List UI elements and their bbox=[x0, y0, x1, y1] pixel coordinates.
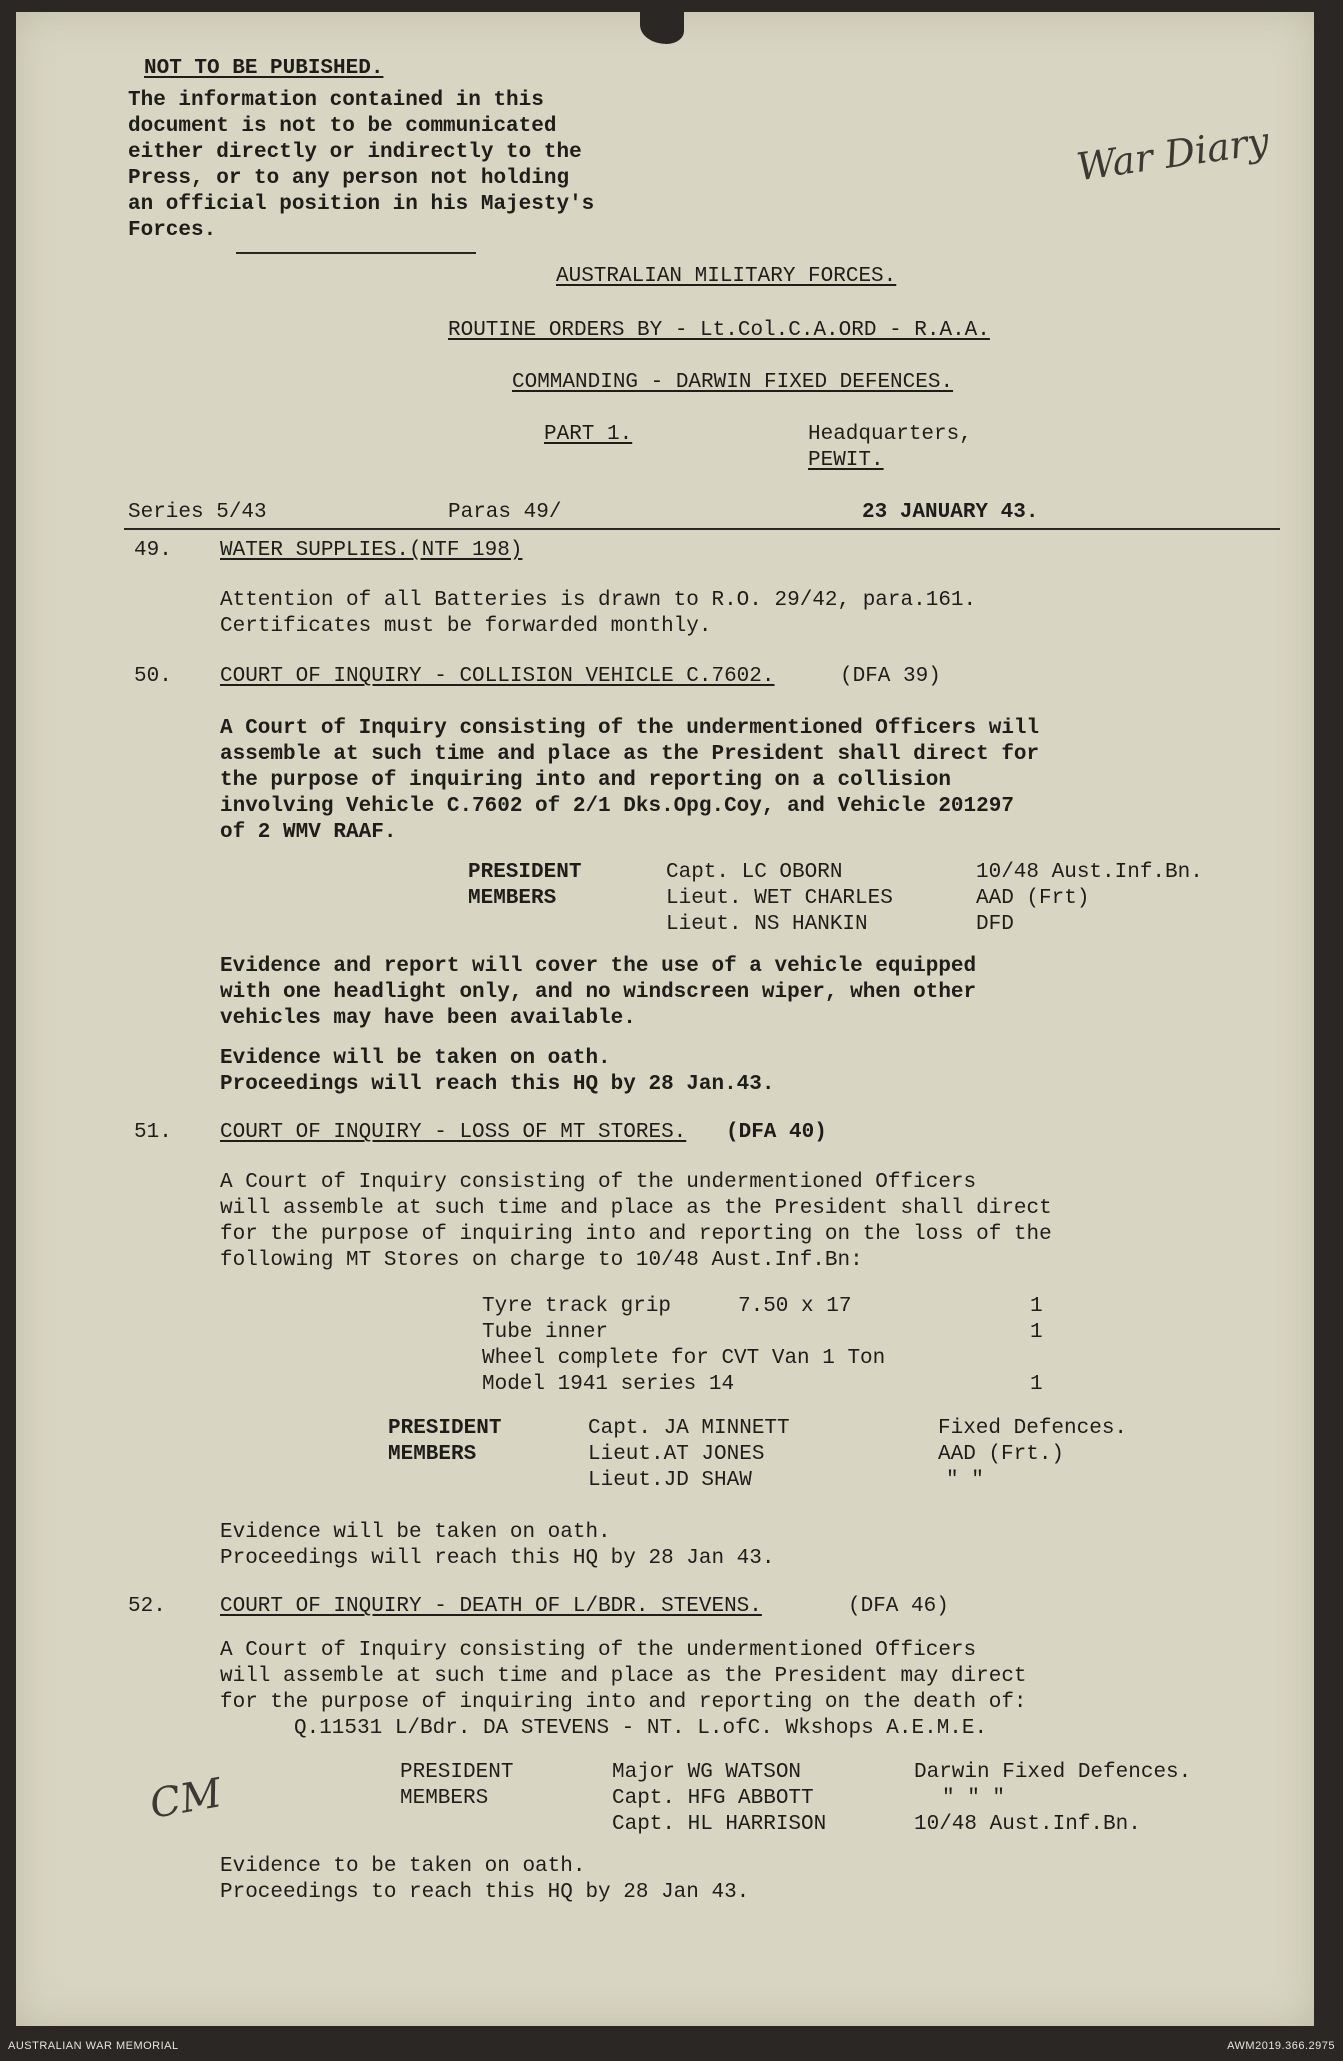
role-president: PRESIDENT bbox=[388, 1417, 502, 1440]
handwritten-annotation: War Diary bbox=[1073, 118, 1272, 190]
store-qty: 1 bbox=[1030, 1295, 1043, 1318]
officer-unit: Fixed Defences. bbox=[938, 1417, 1128, 1440]
officer-name: Lieut.AT JONES bbox=[588, 1443, 765, 1466]
para-title: COURT OF INQUIRY - COLLISION VEHICLE C.7602. bbox=[220, 665, 775, 688]
para-title: WATER SUPPLIES.(NTF 198) bbox=[220, 539, 523, 562]
role-president: PRESIDENT bbox=[468, 861, 582, 884]
officer-name: Lieut.JD SHAW bbox=[588, 1469, 752, 1492]
officer-unit: Darwin Fixed Defences. bbox=[914, 1761, 1192, 1784]
officer-unit: " " " bbox=[942, 1787, 1006, 1810]
para-text: A Court of Inquiry consisting of the undermentioned Officers bbox=[220, 1171, 977, 1194]
para-title: COURT OF INQUIRY - DEATH OF L/BDR. STEVENS. bbox=[220, 1595, 762, 1618]
officer-unit: AAD (Frt.) bbox=[938, 1443, 1065, 1466]
store-item: Wheel complete for CVT Van 1 Ton bbox=[482, 1347, 886, 1370]
officer-name: Capt. HL HARRISON bbox=[612, 1813, 827, 1836]
officer-name: Lieut. NS HANKIN bbox=[666, 913, 868, 936]
series-label: Series 5/43 bbox=[128, 501, 267, 524]
para-text: Proceedings to reach this HQ by 28 Jan 43. bbox=[220, 1881, 750, 1904]
para-text: Evidence will be taken on oath. bbox=[220, 1047, 611, 1070]
role-members: MEMBERS bbox=[468, 887, 557, 910]
para-text: Evidence will be taken on oath. bbox=[220, 1521, 611, 1544]
paras-label: Paras 49/ bbox=[448, 501, 562, 524]
officer-name: Capt. LC OBORN bbox=[666, 861, 843, 884]
divider bbox=[236, 252, 476, 254]
para-text: A Court of Inquiry consisting of the undermentioned Officers will bbox=[220, 717, 1040, 740]
officer-unit: 10/48 Aust.Inf.Bn. bbox=[914, 1813, 1141, 1836]
store-item: Tube inner bbox=[482, 1321, 609, 1344]
para-text: for the purpose of inquiring into and reporting on the loss of the bbox=[220, 1223, 1052, 1246]
para-text: for the purpose of inquiring into and reporting on the death of: bbox=[220, 1691, 1027, 1714]
para-text: Proceedings will reach this HQ by 28 Jan 43. bbox=[220, 1547, 775, 1570]
order-date: 23 JANUARY 43. bbox=[862, 501, 1039, 524]
part-label: PART 1. bbox=[544, 423, 633, 446]
role-president: PRESIDENT bbox=[400, 1761, 514, 1784]
inquiry-subject: Q.11531 L/Bdr. DA STEVENS - NT. L.ofC. Wkshops A.E.M.E. bbox=[294, 1717, 988, 1740]
para-text: will assemble at such time and place as the President shall direct bbox=[220, 1197, 1052, 1220]
para-text: involving Vehicle C.7602 of 2/1 Dks.Opg.Coy, and Vehicle 201297 bbox=[220, 795, 1014, 818]
restriction-line: an official position in his Majesty's bbox=[128, 193, 595, 216]
para-number: 50. bbox=[134, 665, 172, 688]
hq-line: Headquarters, bbox=[808, 423, 972, 446]
para-text: vehicles may have been available. bbox=[220, 1007, 636, 1030]
para-text: Evidence to be taken on oath. bbox=[220, 1855, 586, 1878]
hq-location: PEWIT. bbox=[808, 449, 884, 472]
document-page bbox=[16, 12, 1314, 2026]
para-text: A Court of Inquiry consisting of the undermentioned Officers bbox=[220, 1639, 977, 1662]
footer-archive: AUSTRALIAN WAR MEMORIAL bbox=[8, 2040, 179, 2052]
para-ref: (DFA 46) bbox=[848, 1595, 949, 1618]
handwritten-initials: CM bbox=[146, 1770, 226, 1828]
org-title: AUSTRALIAN MILITARY FORCES. bbox=[556, 265, 897, 288]
para-text: assemble at such time and place as the President shall direct for bbox=[220, 743, 1040, 766]
para-text: will assemble at such time and place as the President may direct bbox=[220, 1665, 1027, 1688]
para-text: the purpose of inquiring into and reporting on a collision bbox=[220, 769, 951, 792]
officer-unit: AAD (Frt) bbox=[976, 887, 1090, 910]
officer-name: Major WG WATSON bbox=[612, 1761, 802, 1784]
officer-name: Capt. HFG ABBOTT bbox=[612, 1787, 814, 1810]
para-text: Attention of all Batteries is drawn to R.O. 29/42, para.161. bbox=[220, 589, 977, 612]
divider bbox=[124, 528, 1280, 530]
store-item: Model 1941 series 14 bbox=[482, 1373, 735, 1396]
officer-unit: DFD bbox=[976, 913, 1014, 936]
orders-by: ROUTINE ORDERS BY - Lt.Col.C.A.ORD - R.A.A. bbox=[448, 319, 990, 342]
para-text: following MT Stores on charge to 10/48 Aust.Inf.Bn: bbox=[220, 1249, 863, 1272]
footer-accession: AWM2019.366.2975 bbox=[1227, 2040, 1335, 2052]
para-text: Evidence and report will cover the use of a vehicle equipped bbox=[220, 955, 977, 978]
para-text: with one headlight only, and no windscreen wiper, when other bbox=[220, 981, 977, 1004]
store-qty: 1 bbox=[1030, 1321, 1043, 1344]
officer-name: Capt. JA MINNETT bbox=[588, 1417, 790, 1440]
commanding: COMMANDING - DARWIN FIXED DEFENCES. bbox=[512, 371, 954, 394]
restriction-line: Forces. bbox=[128, 219, 217, 242]
store-size: 7.50 x 17 bbox=[738, 1295, 852, 1318]
para-text: Proceedings will reach this HQ by 28 Jan.43. bbox=[220, 1073, 775, 1096]
store-qty: 1 bbox=[1030, 1373, 1043, 1396]
para-number: 51. bbox=[134, 1121, 172, 1144]
restriction-line: The information contained in this bbox=[128, 89, 544, 112]
role-members: MEMBERS bbox=[388, 1443, 477, 1466]
restriction-line: document is not to be communicated bbox=[128, 115, 557, 138]
restriction-title: NOT TO BE PUBISHED. bbox=[144, 57, 384, 80]
para-text: of 2 WMV RAAF. bbox=[220, 821, 397, 844]
role-members: MEMBERS bbox=[400, 1787, 489, 1810]
officer-unit: 10/48 Aust.Inf.Bn. bbox=[976, 861, 1203, 884]
para-ref: (DFA 39) bbox=[840, 665, 941, 688]
restriction-line: either directly or indirectly to the bbox=[128, 141, 582, 164]
store-item: Tyre track grip bbox=[482, 1295, 672, 1318]
para-number: 49. bbox=[134, 539, 172, 562]
para-text: Certificates must be forwarded monthly. bbox=[220, 615, 712, 638]
archive-footer bbox=[0, 2036, 1343, 2061]
para-title: COURT OF INQUIRY - LOSS OF MT STORES. bbox=[220, 1121, 687, 1144]
restriction-line: Press, or to any person not holding bbox=[128, 167, 570, 190]
officer-name: Lieut. WET CHARLES bbox=[666, 887, 893, 910]
para-number: 52. bbox=[128, 1595, 166, 1618]
officer-unit: " " bbox=[946, 1469, 984, 1492]
para-ref: (DFA 40) bbox=[726, 1121, 827, 1144]
